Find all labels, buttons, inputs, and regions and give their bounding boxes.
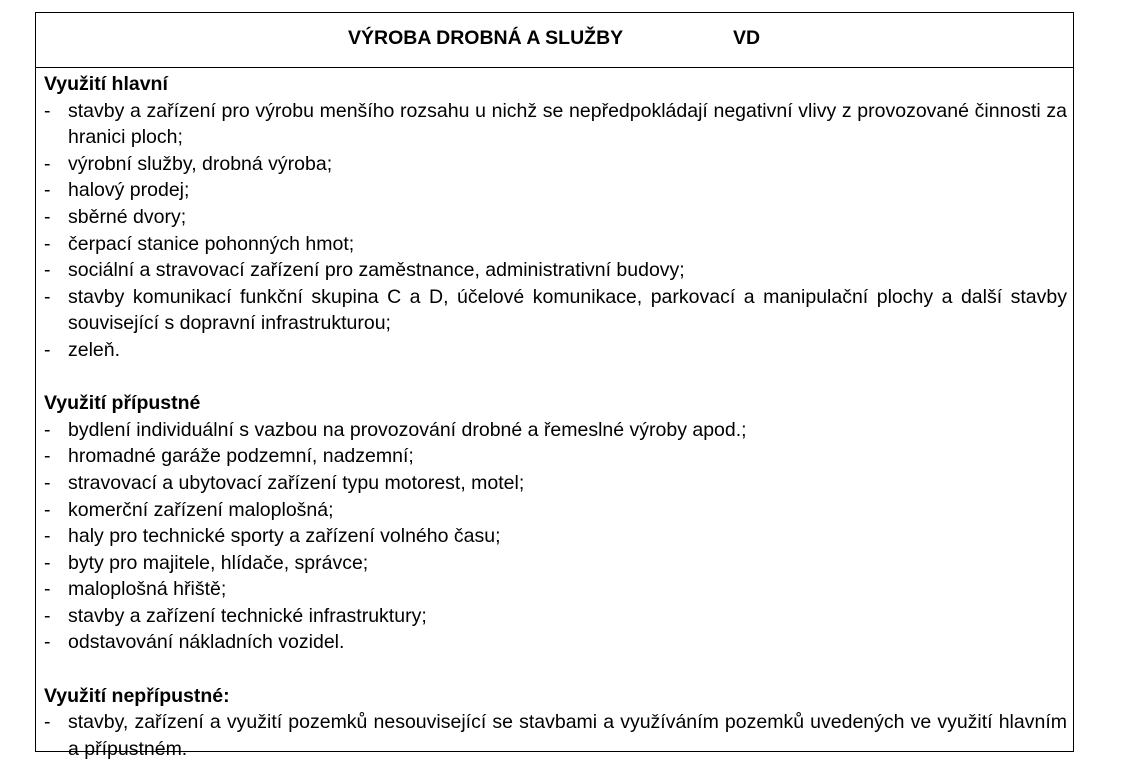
bullet-dash: - [44,152,51,175]
section-prohibited-use [44,683,1067,763]
list-item-text: komerční zařízení maloplošná; [68,498,334,521]
section-heading: Využití hlavní [44,73,168,95]
list-item-text: odstavování nákladních vozidel. [68,631,345,654]
list-item [44,257,1067,284]
section-heading: Využití přípustné [44,392,201,415]
section-spacer [44,364,1067,391]
list-item-text: stavby a zařízení technické infrastruktury; [68,604,427,627]
section-spacer [44,656,1067,683]
list-item-text: maloplošná hřiště; [68,578,227,601]
list-item-text: zeleň. [68,338,121,361]
list-item-text: čerpací stanice pohonných hmot; [68,232,355,255]
bullet-dash: - [44,338,51,361]
bullet-dash: - [44,711,51,734]
bullet-dash: - [44,285,51,308]
list-item [44,709,1067,762]
section-permitted-use [44,390,1067,656]
list-item [44,443,1067,470]
list-item-text: byty pro majitele, hlídače, správce; [68,551,369,574]
bullet-dash: - [44,551,51,574]
list-item-text: stavby, zařízení a využití pozemků nesouvisející se stavbami a využíváním pozemků uvedených ve využití hlavním a přípustném. [68,711,1067,760]
list-item [44,629,1067,656]
zone-code: VD [733,27,761,49]
list-item [44,284,1067,337]
section-primary-use [44,71,1067,364]
regulation-table [35,12,1074,760]
bullet-list [44,709,1067,762]
list-item-text: bydlení individuální s vazbou na provozování drobné a řemeslné výroby apod.; [68,418,747,441]
list-item-text: hromadné garáže podzemní, nadzemní; [68,445,414,468]
bullet-dash: - [44,205,51,228]
list-item [44,177,1067,204]
bullet-dash: - [44,445,51,468]
list-item [44,337,1067,364]
list-item-text: výrobní služby, drobná výroba; [68,152,333,175]
bullet-dash: - [44,578,51,601]
list-item-text: sběrné dvory; [68,205,187,228]
list-item [44,204,1067,231]
list-item-text: sociální a stravovací zařízení pro zaměstnance, administrativní budovy; [68,259,685,282]
list-item-text: stavby a zařízení pro výrobu menšího rozsahu u nichž se nepředpokládají negativní vlivy z provozované činnosti za hranici ploch; [68,99,1067,149]
list-item-text: stravovací a ubytovací zařízení typu motorest, motel; [68,471,525,494]
list-item [44,470,1067,497]
list-item-text: haly pro technické sporty a zařízení volného času; [68,525,501,548]
list-item [44,576,1067,603]
bullet-dash: - [44,471,51,494]
table-header-row [36,13,1073,68]
list-item [44,603,1067,630]
bullet-dash: - [44,99,51,122]
zone-title: VÝROBA DROBNÁ A SLUŽBY [348,27,624,49]
bullet-dash: - [44,179,51,202]
list-item [44,98,1067,151]
section-heading: Využití nepřípustné: [44,684,230,707]
bullet-list [44,417,1067,656]
list-item [44,417,1067,444]
bullet-dash: - [44,232,51,255]
table-body [44,71,1067,762]
bullet-list [44,98,1067,364]
bullet-dash: - [44,604,51,627]
list-item-text: stavby komunikací funkční skupina C a D, účelové komunikace, parkovací a manipulační plochy a další stavby související s dopravní infrastrukturou; [68,285,1067,335]
list-item [44,151,1067,178]
bullet-dash: - [44,498,51,521]
bullet-dash: - [44,418,51,441]
list-item [44,231,1067,258]
bullet-dash: - [44,631,51,654]
list-item [44,497,1067,524]
list-item-text: halový prodej; [68,179,190,202]
list-item [44,550,1067,577]
bullet-dash: - [44,259,51,282]
bullet-dash: - [44,525,51,548]
list-item [44,523,1067,550]
